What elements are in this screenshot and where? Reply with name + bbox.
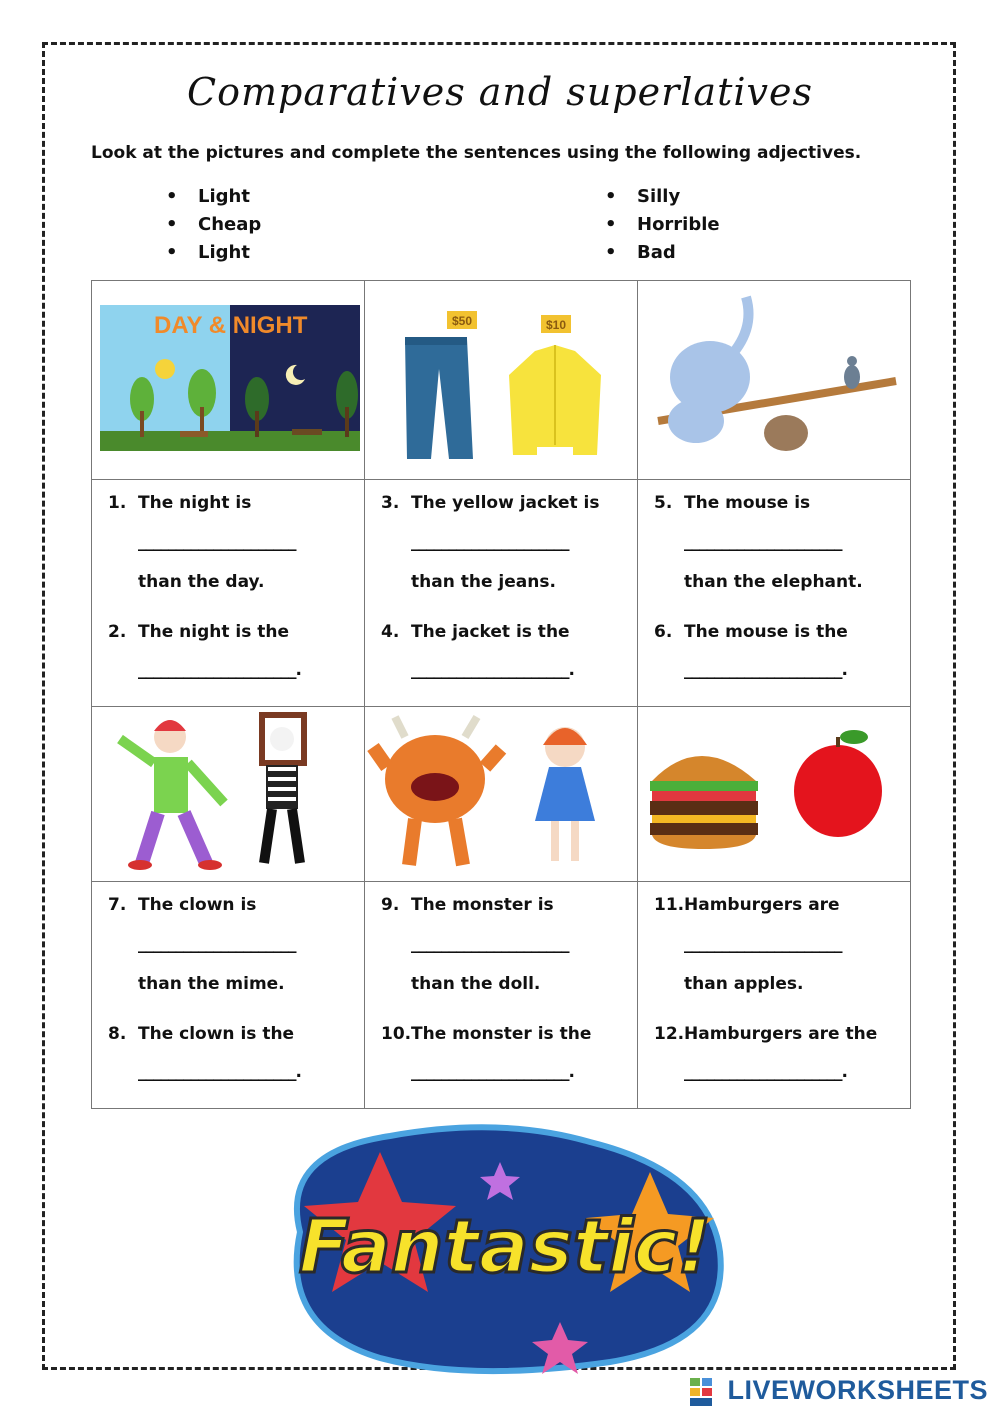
clothes-picture-cell [365, 281, 638, 480]
day-night-image [92, 281, 364, 475]
question-cell [638, 480, 911, 707]
instructions: Look at the pictures and complete the sentences using the following adjectives. [91, 143, 862, 163]
answer-blank[interactable]: _____________________ [411, 934, 569, 954]
question-cell [365, 480, 638, 707]
burger-apple-picture-cell [638, 707, 911, 882]
clown-mime-picture-cell [92, 707, 365, 882]
burger-apple-image [638, 707, 910, 877]
question: 2. The night is the [108, 622, 290, 642]
answer-blank[interactable]: _____________________ [138, 532, 296, 552]
question: 10.The monster is the [381, 1024, 592, 1044]
question: 3. The yellow jacket is [381, 493, 600, 513]
fantastic-badge [270, 1122, 740, 1384]
question-tail: than apples. [684, 974, 804, 994]
price-tag-jacket: $10 [546, 318, 567, 332]
elephant-mouse-image [638, 281, 910, 475]
answer-blank[interactable]: _____________________. [138, 660, 301, 680]
question-cell [92, 480, 365, 707]
monster-doll-image [365, 707, 637, 877]
question: 4. The jacket is the [381, 622, 570, 642]
adjective-item: • Light [166, 183, 261, 211]
adjective-item: • Horrible [605, 211, 720, 239]
answer-blank[interactable]: _____________________. [684, 660, 847, 680]
elephant-mouse-picture-cell [638, 281, 911, 480]
badge-text: Fantastic! [298, 1204, 712, 1290]
answer-blank[interactable]: _____________________. [684, 1062, 847, 1082]
question: 6. The mouse is the [654, 622, 848, 642]
question-cell [92, 882, 365, 1109]
answer-blank[interactable]: _____________________. [138, 1062, 301, 1082]
answer-blank[interactable]: _____________________. [411, 1062, 574, 1082]
adjective-item: • Cheap [166, 211, 261, 239]
question-cell [365, 882, 638, 1109]
question-tail: than the elephant. [684, 572, 863, 592]
question: 7. The clown is [108, 895, 257, 915]
question-tail: than the doll. [411, 974, 541, 994]
day-night-label: DAY & NIGHT [154, 312, 308, 339]
question: 8. The clown is the [108, 1024, 295, 1044]
liveworksheets-logo-icon [690, 1378, 714, 1406]
day-night-picture-cell [92, 281, 365, 480]
adjective-item: • Silly [605, 183, 720, 211]
page-title: Comparatives and superlatives [187, 70, 813, 114]
clown-mime-image [92, 707, 364, 877]
question: 11.Hamburgers are [654, 895, 840, 915]
answer-blank[interactable]: _____________________ [411, 532, 569, 552]
brand-watermark[interactable]: LIVEWORKSHEETS [727, 1375, 988, 1405]
exercise-grid [91, 280, 911, 1109]
question: 1. The night is [108, 493, 252, 513]
adjective-list-right [605, 183, 720, 267]
question: 9. The monster is [381, 895, 554, 915]
answer-blank[interactable]: _____________________. [411, 660, 574, 680]
question-tail: than the jeans. [411, 572, 556, 592]
question-tail: than the day. [138, 572, 265, 592]
adjective-list-left [166, 183, 261, 267]
price-tag-jeans: $50 [452, 314, 473, 328]
question-tail: than the mime. [138, 974, 285, 994]
answer-blank[interactable]: _____________________ [684, 532, 842, 552]
jeans-jacket-image [365, 281, 637, 475]
question: 5. The mouse is [654, 493, 811, 513]
monster-doll-picture-cell [365, 707, 638, 882]
adjective-item: • Bad [605, 239, 720, 267]
question: 12.Hamburgers are the [654, 1024, 878, 1044]
adjective-item: • Light [166, 239, 261, 267]
answer-blank[interactable]: _____________________ [684, 934, 842, 954]
answer-blank[interactable]: _____________________ [138, 934, 296, 954]
question-cell [638, 882, 911, 1109]
